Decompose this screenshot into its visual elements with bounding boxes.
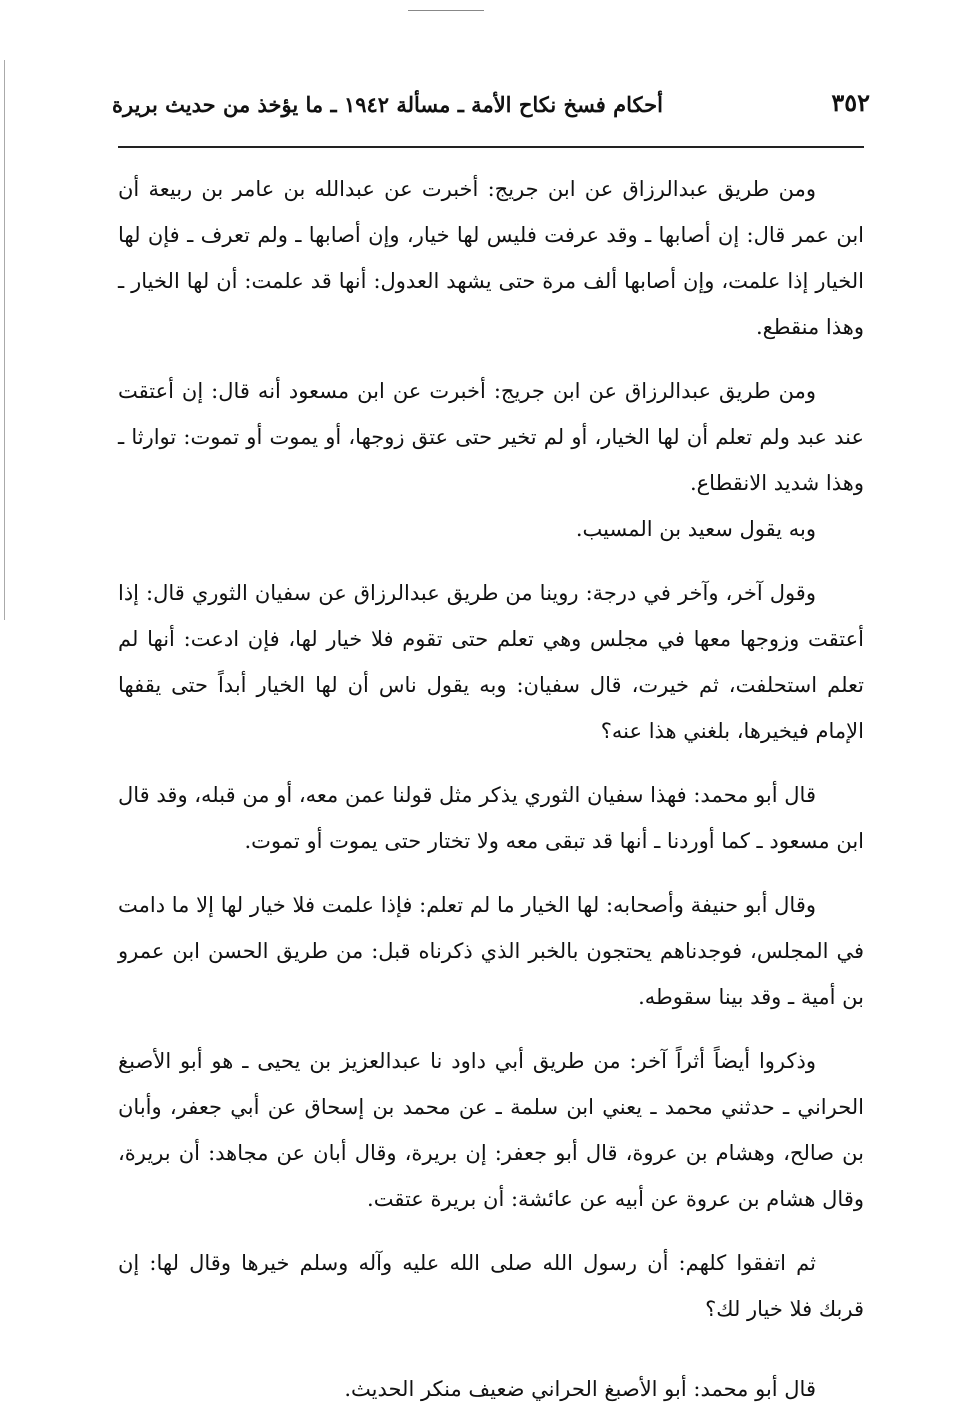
header-divider (118, 146, 864, 148)
page-edge-line (4, 60, 5, 620)
running-title: أحكام فسخ نكاح الأمة ـ مسألة ١٩٤٢ ـ ما يؤخذ من حديث بريرة (112, 92, 663, 117)
paragraph-athar-chain: وذكروا أيضاً أثراً آخر: من طريق أبي داود نا عبدالعزيز بن يحيى ـ هو أبو الأصبغ الحراني ـ حدثني محمد ـ يعني ابن سلمة ـ عن محمد بن إسحاق عن أبي جعفر، وأبان بن صالح، وهشام بن عروة، قال أبو جعفر: إن بريرة، وقال أبان عن مجاهد: أن بريرة، وقال هشام بن عروة عن أبيه عن عائشة: أن بريرة عتقت. (118, 1049, 864, 1211)
paragraph-ibn-masud: ومن طريق عبدالرزاق عن ابن جريج: أخبرت عن ابن مسعود أنه قال: إن أعتقت عند عبد ولم تعلم أن لها الخيار، أو لم تخير حتى عتق زوجها، أو يموت أو تموت: توارثا ـ وهذا شديد الانقطاع. (118, 379, 864, 495)
paragraph-conclusion: قال أبو محمد: أبو الأصبغ الحراني ضعيف منكر الحديث. (344, 1377, 816, 1401)
page-header (112, 86, 870, 138)
paragraph-agreement: ثم اتفقوا كلهم: أن رسول الله صلى الله عليه وآله وسلم خيرها وقال لها: إن قربك فلا خيار لك؟ (118, 1251, 864, 1321)
paragraph-abu-muhammad-comment: قال أبو محمد: فهذا سفيان الثوري يذكر مثل قولنا عمن معه، أو من قبله، وقد قال ابن مسعود ـ كما أوردنا ـ أنها قد تبقى معه ولا تختار حتى يموت أو تموت. (118, 783, 864, 853)
paragraph-said-ibn-musayyib: وبه يقول سعيد بن المسيب. (575, 517, 816, 541)
paragraph-sufyan-thawri: وقول آخر، وآخر في درجة: روينا من طريق عبدالرزاق عن سفيان الثوري قال: إذا أعتقت وزوجها معها في مجلس وهي تعلم حتى تقوم فلا خيار لها، فإن ادعت: أنها لم تعلم استحلفت، ثم خيرت، قال سفيان: وبه يقول ناس أن لها الخيار أبداً حتى يقفها الإمام فيخيرها، بلغني هذا عنه؟ (118, 581, 864, 743)
page-body (118, 166, 864, 1412)
paragraph-ibn-umar: ومن طريق عبدالرزاق عن ابن جريج: أخبرت عن عبدالله بن عامر بن ربيعة أن ابن عمر قال: إن أصابها ـ وقد عرفت فليس لها خيار، وإن أصابها ـ ولم تعرف ـ فإن لها الخيار إذا علمت، وإن أصابها ألف مرة حتى يشهد العدول: أنها قد علمت: أن لها الخيار ـ وهذا منقطع. (118, 177, 864, 339)
paragraph-abu-hanifa: وقال أبو حنيفة وأصحابه: لها الخيار ما لم تعلم: فإذا علمت فلا خيار لها إلا ما دامت في المجلس، فوجدناهم يحتجون بالخبر الذي ذكرناه قبل: من طريق الحسن ابن عمرو بن أمية ـ وقد بينا سقوطه. (118, 893, 864, 1009)
page-number: ٣٥٢ (831, 88, 870, 117)
top-crop-mark (408, 10, 484, 11)
